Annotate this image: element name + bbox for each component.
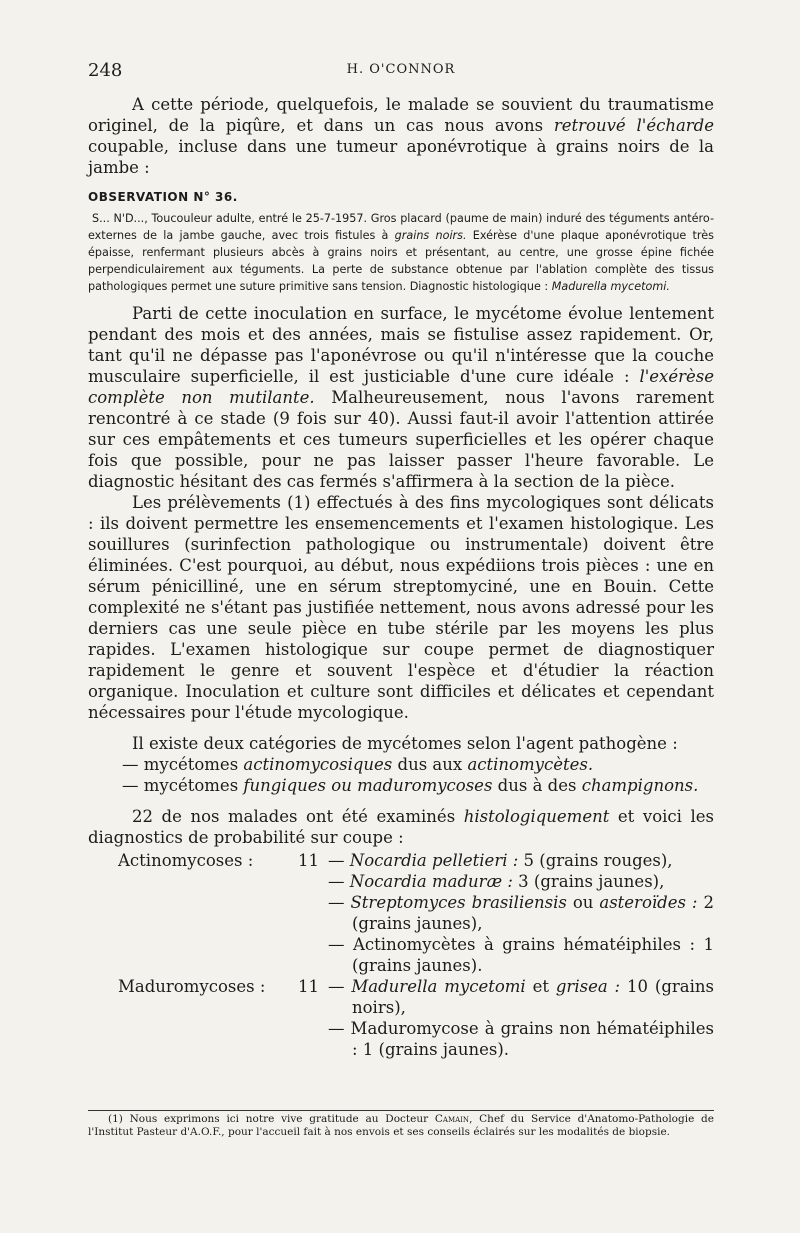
diagnostic-group-actinomycoses (88, 850, 714, 976)
running-head: H. O'CONNOR (346, 62, 456, 77)
diagnostic-item: — Maduromycose à grains non hématéiphiles : 1 (grains jaunes). (328, 1019, 714, 1059)
diagnostic-item: — Madurella mycetomi et grisea : 10 (grains noirs), (328, 977, 714, 1017)
paragraph-intro: A cette période, quelquefois, le malade se souvient du traumatisme originel, de la piqûre, et dans un cas nous avons retrouvé l'écharde coupable, incluse dans une tumeur aponévrotique à grains noirs de la jambe : (88, 95, 715, 177)
diagnostic-item: — Streptomyces brasiliensis ou asteroïdes : 2 (grains jaunes), (328, 893, 714, 933)
group-count: 11 (298, 851, 319, 870)
page-number: 248 (88, 60, 123, 81)
group-count: 11 (298, 977, 319, 996)
paragraph-evolution: Parti de cette inoculation en surface, le mycétome évolue lentement pendant des mois et des années, mais se fistulise assez rapidement. Or, tant qu'il ne dépasse pas l'aponévrose ou qu'il n'intéresse que la couche musculaire superficielle, il est justiciable d'une cure idéale : l'exérèse complète non mutilante. Malheureusement, nous l'avons rarement rencontré à ce stade (9 fois sur 40). Aussi faut-il avoir l'attention attirée sur ces empâtements et ces tumeurs superficielles et les opérer chaque fois que possible, pour ne pas laisser passer l'heure favorable. Le diagnostic hésitant des cas fermés s'affirmera à la section de la pièce. (88, 304, 714, 491)
diagnostic-item: — Actinomycètes à grains hématéiphiles : 1 (grains jaunes). (328, 935, 714, 975)
page-body (88, 94, 714, 1060)
diagnostics-list (88, 850, 714, 1060)
observation-title: OBSERVATION N° 36. (88, 190, 238, 204)
page-header (88, 60, 714, 88)
paragraph-prelevements: Les prélèvements (1) effectués à des fins mycologiques sont délicats : ils doivent permettre les ensemencements et l'examen histologique. Les souillures (surinfection pathologique ou instrumentale) doivent être éliminées. C'est pourquoi, au début, nous expédiions trois pièces : une en sérum pénicilliné, une en sérum streptomyciné, une en Bouin. Cette complexité ne s'étant pas justifiée nettement, nous avons adressé pour les derniers cas une seule pièce en tube stérile par les moyens les plus rapides. L'examen histologique sur coupe permet de diagnostiquer rapidement le genre et souvent l'espèce et d'étudier la réaction organique. Inoculation et culture sont difficiles et délicates et cependant nécessaires pour l'étude mycologique. (88, 493, 714, 722)
diagnostic-group-maduromycoses (88, 976, 714, 1060)
group-label: Actinomycoses : (118, 851, 254, 870)
group-label: Maduromycoses : (118, 977, 266, 996)
paragraph-categories: Il existe deux catégories de mycétomes selon l'agent pathogène : (132, 734, 678, 753)
footnote: (1) Nous exprimons ici notre vive gratitude au Docteur Camain, Chef du Service d'Anatomo-Pathologie de l'Institut Pasteur d'A.O.F., pour l'accueil fait à nos envois et ses conseils éclairés sur les modalités de biopsie. (88, 1110, 714, 1139)
category-actinomycosiques: — mycétomes actinomycosiques dus aux actinomycètes. (122, 755, 594, 774)
observation-text: S... N'D..., Toucouleur adulte, entré le 25-7-1957. Gros placard (paume de main) induré des téguments antéro-externes de la jambe gauche, avec trois fistules à grains noirs. Exérèse d'une plaque aponévrotique très épaisse, renfermant plusieurs abcès à grains noirs et présentant, au centre, une grosse épine fichée perpendiculairement aux téguments. La perte de substance obtenue par l'ablation complète des tissus pathologiques permet une suture primitive sans tension. Diagnostic histologique : Madurella mycetomi. (88, 212, 714, 293)
paragraph-diagnostics: 22 de nos malades ont été examinés histologiquement et voici les diagnostics de probabilité sur coupe : (88, 807, 714, 847)
diagnostic-item: — Nocardia pelletieri : 5 (grains rouges), (328, 851, 673, 870)
category-fungiques: — mycétomes fungiques ou maduromycoses dus à des champignons. (122, 776, 699, 795)
diagnostic-item: — Nocardia maduræ : 3 (grains jaunes), (328, 872, 665, 891)
